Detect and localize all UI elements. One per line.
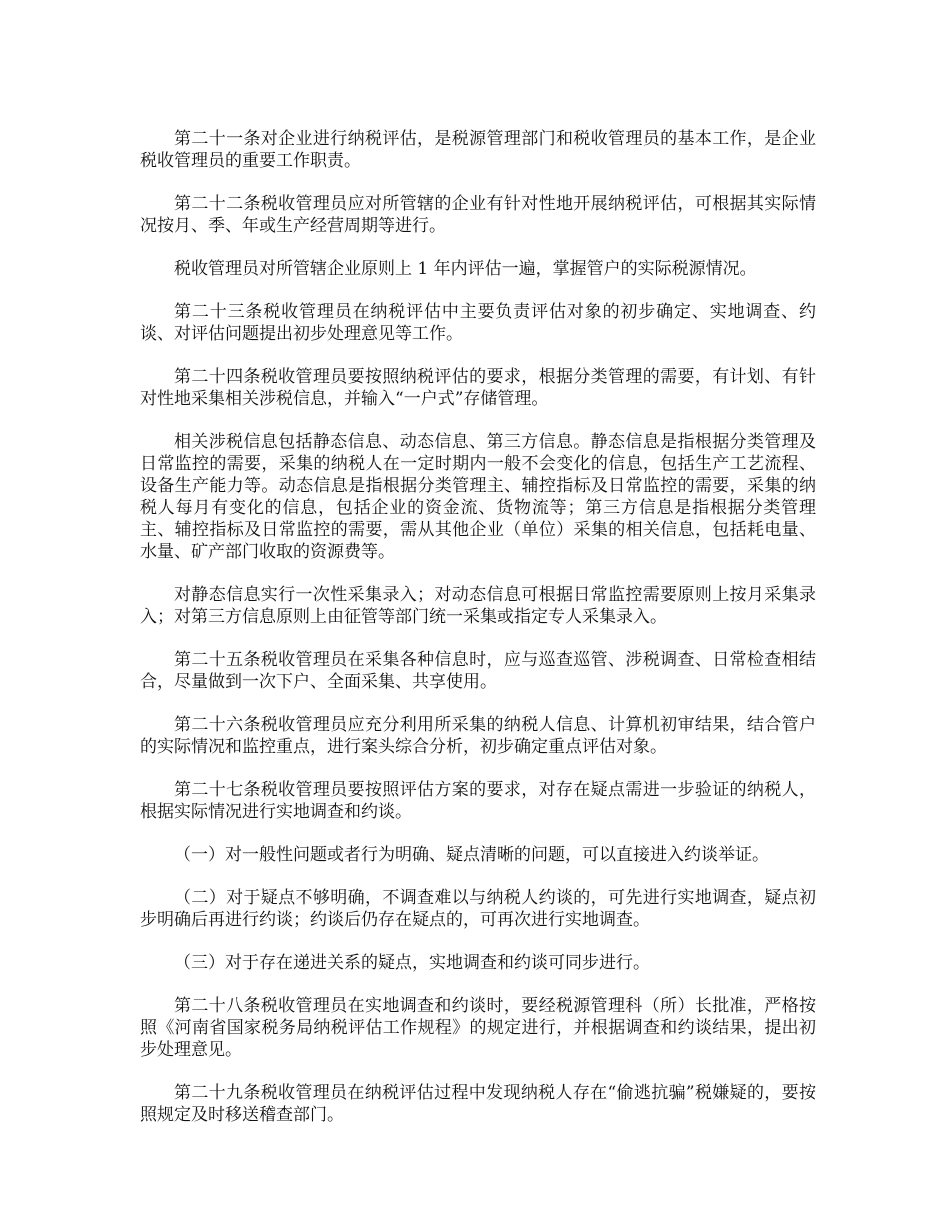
paragraph-article-25: 第二十五条税收管理员在采集各种信息时，应与巡查巡管、涉税调查、日常检查相结合，尽量做到一次下户、全面采集、共享使用。 xyxy=(140,650,816,692)
paragraph-article-26: 第二十六条税收管理员应充分利用所采集的纳税人信息、计算机初审结果，结合管户的实际情况和监控重点，进行案头综合分析，初步确定重点评估对象。 xyxy=(140,715,816,757)
paragraph-item-1: （一）对一般性问题或者行为明确、疑点清晰的问题，可以直接进入约谈举证。 xyxy=(174,845,769,865)
paragraph-article-22: 第二十二条税收管理员应对所管辖的企业有针对性地开展纳税评估，可根据其实际情况按月、季、年或生产经营周期等进行。 xyxy=(140,194,816,236)
paragraph-article-23: 第二十三条税收管理员在纳税评估中主要负责评估对象的初步确定、实地调查、约谈、对评估问题提出初步处理意见等工作。 xyxy=(140,302,816,344)
paragraph-item-3: （三）对于存在递进关系的疑点，实地调查和约谈可同步进行。 xyxy=(174,953,650,973)
paragraph-tax-info-types: 相关涉税信息包括静态信息、动态信息、第三方信息。静态信息是指根据分类管理及日常监控的需要，采集的纳税人在一定时期内一般不会变化的信息，包括生产工艺流程、设备生产能力等。动态信息是指根据分类管理主、辅控指标及日常监控的需要，采集的纳税人每月有变化的信息，包括企业的资金流、货物流等；第三方信息是指根据分类管理主、辅控指标及日常监控的需要，需从其他企业（单位）采集的相关信息，包括耗电量、水量、矿产部门收取的资源费等。 xyxy=(140,432,816,562)
document-page xyxy=(140,128,816,1147)
paragraph-item-2: （二）对于疑点不够明确，不调查难以与纳税人约谈的，可先进行实地调查，疑点初步明确后再进行约谈；约谈后仍存在疑点的，可再次进行实地调查。 xyxy=(140,888,816,930)
paragraph-article-27: 第二十七条税收管理员要按照评估方案的要求，对存在疑点需进一步验证的纳税人，根据实际情况进行实地调查和约谈。 xyxy=(140,780,816,822)
paragraph-article-24: 第二十四条税收管理员要按照纳税评估的要求，根据分类管理的需要，有计划、有针对性地采集相关涉税信息，并输入“一户式”存储管理。 xyxy=(140,367,816,409)
paragraph-article-21: 第二十一条对企业进行纳税评估，是税源管理部门和税收管理员的基本工作，是企业税收管理员的重要工作职责。 xyxy=(140,129,816,171)
paragraph-annual-evaluation: 税收管理员对所管辖企业原则上 1 年内评估一遍，掌握管户的实际税源情况。 xyxy=(174,259,757,279)
paragraph-article-29: 第二十九条税收管理员在纳税评估过程中发现纳税人存在“偷逃抗骗”税嫌疑的，要按照规定及时移送稽查部门。 xyxy=(140,1083,816,1125)
paragraph-info-collection: 对静态信息实行一次性采集录入；对动态信息可根据日常监控需要原则上按月采集录入；对第三方信息原则上由征管等部门统一采集或指定专人采集录入。 xyxy=(140,585,816,627)
paragraph-article-28: 第二十八条税收管理员在实地调查和约谈时，要经税源管理科（所）长批准，严格按照《河南省国家税务局纳税评估工作规程》的规定进行，并根据调查和约谈结果，提出初步处理意见。 xyxy=(140,996,816,1060)
